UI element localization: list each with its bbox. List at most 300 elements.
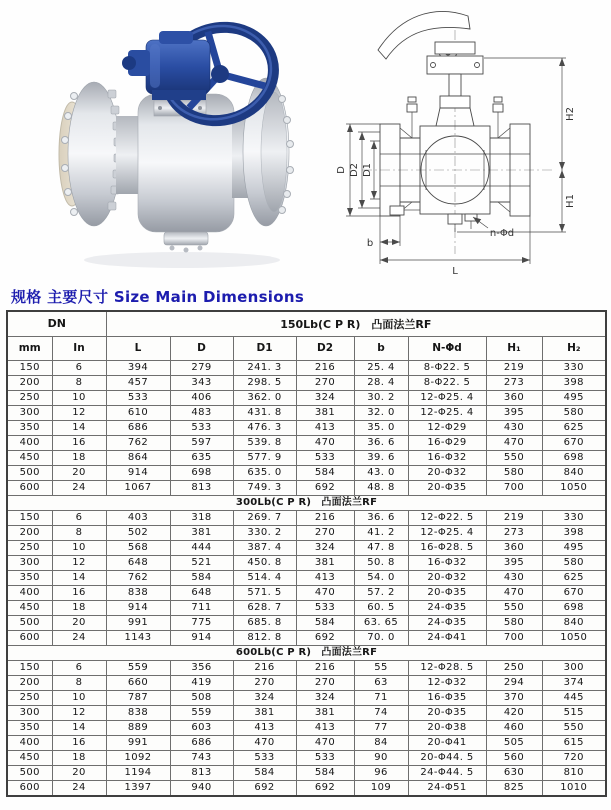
table-cell: 12 bbox=[52, 405, 106, 420]
table-cell: 625 bbox=[542, 420, 606, 435]
table-cell: 1092 bbox=[106, 750, 170, 765]
table-cell: 273 bbox=[486, 525, 542, 540]
col-header-6: b bbox=[354, 336, 408, 360]
table-cell: 16-Φ32 bbox=[408, 555, 486, 570]
table-cell: 150 bbox=[7, 510, 52, 525]
table-cell: 20 bbox=[52, 465, 106, 480]
table-cell: 200 bbox=[7, 375, 52, 390]
table-cell: 12-Φ32 bbox=[408, 675, 486, 690]
table-cell: 381 bbox=[296, 555, 354, 570]
table-cell: 269. 7 bbox=[233, 510, 296, 525]
table-cell: 533 bbox=[233, 750, 296, 765]
table-cell: 350 bbox=[7, 570, 52, 585]
table-cell: 25. 4 bbox=[354, 360, 408, 375]
table-cell: 1050 bbox=[542, 630, 606, 645]
table-cell: 1050 bbox=[542, 480, 606, 495]
table-cell: 515 bbox=[542, 705, 606, 720]
table-cell: 630 bbox=[486, 765, 542, 780]
table-cell: 580 bbox=[486, 615, 542, 630]
table-cell: 615 bbox=[542, 735, 606, 750]
valve-drawing-graphic bbox=[322, 0, 610, 284]
table-cell: 24 bbox=[52, 480, 106, 495]
table-cell: 381 bbox=[170, 525, 233, 540]
table-row bbox=[7, 660, 606, 675]
table-cell: 43. 0 bbox=[354, 465, 408, 480]
table-cell: 8 bbox=[52, 375, 106, 390]
table-cell: 300 bbox=[7, 705, 52, 720]
table-cell: 12-Φ25. 4 bbox=[408, 390, 486, 405]
table-cell: 533 bbox=[296, 450, 354, 465]
table-cell: 294 bbox=[486, 675, 542, 690]
table-cell: 940 bbox=[170, 780, 233, 796]
table-cell: 430 bbox=[486, 570, 542, 585]
table-cell: 20-Φ35 bbox=[408, 705, 486, 720]
col-header-2: L bbox=[106, 336, 170, 360]
table-cell: 560 bbox=[486, 750, 542, 765]
table-cell: 324 bbox=[233, 690, 296, 705]
table-cell: 762 bbox=[106, 570, 170, 585]
table-cell: 8 bbox=[52, 675, 106, 690]
table-cell: 330 bbox=[542, 360, 606, 375]
table-cell: 400 bbox=[7, 735, 52, 750]
table-cell: 8-Φ22. 5 bbox=[408, 360, 486, 375]
table-cell: 635 bbox=[170, 450, 233, 465]
table-cell: 670 bbox=[542, 435, 606, 450]
table-cell: 20-Φ41 bbox=[408, 735, 486, 750]
table-row bbox=[7, 615, 606, 630]
table-cell: 387. 4 bbox=[233, 540, 296, 555]
table-cell: 150 bbox=[7, 660, 52, 675]
table-cell: 787 bbox=[106, 690, 170, 705]
table-cell: 1010 bbox=[542, 780, 606, 796]
table-cell: 813 bbox=[170, 765, 233, 780]
table-cell: 279 bbox=[170, 360, 233, 375]
table-cell: 450 bbox=[7, 450, 52, 465]
table-row bbox=[7, 510, 606, 525]
table-cell: 63. 65 bbox=[354, 615, 408, 630]
table-cell: 362. 0 bbox=[233, 390, 296, 405]
table-cell: 533 bbox=[106, 390, 170, 405]
table-cell: 35. 0 bbox=[354, 420, 408, 435]
table-row bbox=[7, 375, 606, 390]
col-header-8: H₁ bbox=[486, 336, 542, 360]
table-cell: 8-Φ22. 5 bbox=[408, 375, 486, 390]
table-cell: 450. 8 bbox=[233, 555, 296, 570]
table-row bbox=[7, 525, 606, 540]
table-cell: 200 bbox=[7, 525, 52, 540]
table-cell: 16-Φ29 bbox=[408, 435, 486, 450]
table-cell: 775 bbox=[170, 615, 233, 630]
table-cell: 840 bbox=[542, 465, 606, 480]
table-cell: 150 bbox=[7, 360, 52, 375]
table-cell: 20-Φ32 bbox=[408, 465, 486, 480]
table-cell: 762 bbox=[106, 435, 170, 450]
table-cell: 74 bbox=[354, 705, 408, 720]
table-cell: 54. 0 bbox=[354, 570, 408, 585]
table-cell: 457 bbox=[106, 375, 170, 390]
table-cell: 580 bbox=[486, 465, 542, 480]
dim-label-h2: H2 bbox=[565, 107, 576, 121]
table-cell: 18 bbox=[52, 750, 106, 765]
table-cell: 838 bbox=[106, 705, 170, 720]
table-cell: 6 bbox=[52, 510, 106, 525]
table-cell: 14 bbox=[52, 720, 106, 735]
table-row bbox=[7, 750, 606, 765]
table-cell: 14 bbox=[52, 570, 106, 585]
table-cell: 505 bbox=[486, 735, 542, 750]
table-cell: 10 bbox=[52, 690, 106, 705]
table-row bbox=[7, 780, 606, 796]
table-cell: 568 bbox=[106, 540, 170, 555]
table-cell: 720 bbox=[542, 750, 606, 765]
table-cell: 450 bbox=[7, 750, 52, 765]
table-cell: 16 bbox=[52, 735, 106, 750]
table-cell: 514. 4 bbox=[233, 570, 296, 585]
dimensions-table-body bbox=[7, 360, 606, 796]
table-cell: 698 bbox=[170, 465, 233, 480]
table-row bbox=[7, 585, 606, 600]
table-cell: 470 bbox=[486, 435, 542, 450]
table-cell: 270 bbox=[233, 675, 296, 690]
gearbox bbox=[122, 31, 210, 100]
table-cell: 476. 3 bbox=[233, 420, 296, 435]
table-cell: 670 bbox=[542, 585, 606, 600]
table-cell: 685. 8 bbox=[233, 615, 296, 630]
table-cell: 395 bbox=[486, 405, 542, 420]
dim-label-h1: H1 bbox=[565, 194, 576, 208]
table-cell: 20-Φ44. 5 bbox=[408, 750, 486, 765]
table-cell: 1397 bbox=[106, 780, 170, 796]
table-cell: 374 bbox=[542, 675, 606, 690]
page-title: 规格 主要尺寸 Size Main Dimensions bbox=[11, 288, 305, 306]
table-cell: 6 bbox=[52, 360, 106, 375]
table-cell: 41. 2 bbox=[354, 525, 408, 540]
table-cell: 24-Φ51 bbox=[408, 780, 486, 796]
table-cell: 20-Φ35 bbox=[408, 585, 486, 600]
table-cell: 533 bbox=[296, 750, 354, 765]
table-cell: 381 bbox=[296, 705, 354, 720]
table-cell: 14 bbox=[52, 420, 106, 435]
table-cell: 597 bbox=[170, 435, 233, 450]
table-cell: 216 bbox=[296, 360, 354, 375]
table-cell: 350 bbox=[7, 420, 52, 435]
table-cell: 692 bbox=[296, 630, 354, 645]
table-cell: 16 bbox=[52, 585, 106, 600]
table-cell: 77 bbox=[354, 720, 408, 735]
table-cell: 500 bbox=[7, 465, 52, 480]
table-cell: 350 bbox=[7, 720, 52, 735]
table-cell: 495 bbox=[542, 390, 606, 405]
dn-header: DN bbox=[7, 311, 106, 336]
col-header-1: In bbox=[52, 336, 106, 360]
table-cell: 12-Φ25. 4 bbox=[408, 405, 486, 420]
table-cell: 32. 0 bbox=[354, 405, 408, 420]
table-cell: 625 bbox=[542, 570, 606, 585]
table-cell: 533 bbox=[170, 420, 233, 435]
table-cell: 57. 2 bbox=[354, 585, 408, 600]
table-cell: 584 bbox=[296, 765, 354, 780]
table-cell: 20 bbox=[52, 615, 106, 630]
table-cell: 398 bbox=[542, 525, 606, 540]
table-cell: 403 bbox=[106, 510, 170, 525]
table-cell: 20-Φ35 bbox=[408, 480, 486, 495]
table-cell: 298. 5 bbox=[233, 375, 296, 390]
table-cell: 628. 7 bbox=[233, 600, 296, 615]
table-cell: 445 bbox=[542, 690, 606, 705]
table-row bbox=[7, 420, 606, 435]
table-row bbox=[7, 555, 606, 570]
table-cell: 406 bbox=[170, 390, 233, 405]
table-cell: 330. 2 bbox=[233, 525, 296, 540]
table-cell: 698 bbox=[542, 600, 606, 615]
table-cell: 550 bbox=[486, 450, 542, 465]
table-cell: 216 bbox=[296, 510, 354, 525]
dim-label-d: D bbox=[336, 166, 347, 174]
table-cell: 360 bbox=[486, 540, 542, 555]
col-header-4: D1 bbox=[233, 336, 296, 360]
table-cell: 635. 0 bbox=[233, 465, 296, 480]
table-cell: 577. 9 bbox=[233, 450, 296, 465]
table-cell: 370 bbox=[486, 690, 542, 705]
table-cell: 330 bbox=[542, 510, 606, 525]
table-cell: 580 bbox=[542, 555, 606, 570]
table-cell: 360 bbox=[486, 390, 542, 405]
table-cell: 20-Φ32 bbox=[408, 570, 486, 585]
table-cell: 470 bbox=[296, 585, 354, 600]
table-row bbox=[7, 435, 606, 450]
table-cell: 270 bbox=[296, 375, 354, 390]
table-cell: 419 bbox=[170, 675, 233, 690]
table-cell: 430 bbox=[486, 420, 542, 435]
section-header-600lb: 600Lb(C P R) 凸面法兰RF bbox=[7, 645, 606, 660]
table-cell: 914 bbox=[170, 630, 233, 645]
table-cell: 991 bbox=[106, 735, 170, 750]
table-cell: 96 bbox=[354, 765, 408, 780]
table-cell: 502 bbox=[106, 525, 170, 540]
table-cell: 539. 8 bbox=[233, 435, 296, 450]
table-cell: 250 bbox=[7, 390, 52, 405]
table-cell: 470 bbox=[486, 585, 542, 600]
table-cell: 324 bbox=[296, 690, 354, 705]
table-cell: 1194 bbox=[106, 765, 170, 780]
table-cell: 692 bbox=[233, 780, 296, 796]
table-row bbox=[7, 465, 606, 480]
col-header-0: mm bbox=[7, 336, 52, 360]
table-cell: 250 bbox=[486, 660, 542, 675]
table-cell: 12-Φ22. 5 bbox=[408, 510, 486, 525]
dim-label-l: L bbox=[452, 266, 458, 277]
section-header-300lb: 300Lb(C P R) 凸面法兰RF bbox=[7, 495, 606, 510]
table-cell: 71 bbox=[354, 690, 408, 705]
table-cell: 20 bbox=[52, 765, 106, 780]
table-cell: 394 bbox=[106, 360, 170, 375]
table-cell: 12-Φ25. 4 bbox=[408, 525, 486, 540]
table-cell: 698 bbox=[542, 450, 606, 465]
table-cell: 686 bbox=[170, 735, 233, 750]
table-cell: 600 bbox=[7, 630, 52, 645]
table-cell: 250 bbox=[7, 690, 52, 705]
table-cell: 648 bbox=[170, 585, 233, 600]
table-cell: 381 bbox=[233, 705, 296, 720]
table-cell: 700 bbox=[486, 480, 542, 495]
table-cell: 400 bbox=[7, 435, 52, 450]
valve-photo-graphic bbox=[12, 4, 334, 282]
table-cell: 584 bbox=[296, 465, 354, 480]
table-cell: 444 bbox=[170, 540, 233, 555]
dimensions-table-head bbox=[7, 311, 606, 360]
table-cell: 47. 8 bbox=[354, 540, 408, 555]
table-cell: 840 bbox=[542, 615, 606, 630]
col-header-3: D bbox=[170, 336, 233, 360]
table-cell: 36. 6 bbox=[354, 435, 408, 450]
table-cell: 12-Φ29 bbox=[408, 420, 486, 435]
table-cell: 413 bbox=[296, 420, 354, 435]
table-cell: 550 bbox=[542, 720, 606, 735]
table-cell: 16-Φ35 bbox=[408, 690, 486, 705]
table-cell: 559 bbox=[106, 660, 170, 675]
table-row bbox=[7, 765, 606, 780]
table-cell: 395 bbox=[486, 555, 542, 570]
table-cell: 398 bbox=[542, 375, 606, 390]
table-cell: 450 bbox=[7, 600, 52, 615]
table-row bbox=[7, 690, 606, 705]
table-cell: 28. 4 bbox=[354, 375, 408, 390]
table-cell: 216 bbox=[296, 660, 354, 675]
table-cell: 431. 8 bbox=[233, 405, 296, 420]
table-cell: 20-Φ38 bbox=[408, 720, 486, 735]
table-cell: 241. 3 bbox=[233, 360, 296, 375]
section-row bbox=[7, 495, 606, 510]
table-cell: 533 bbox=[296, 600, 354, 615]
table-cell: 60. 5 bbox=[354, 600, 408, 615]
col-header-7: N-Φd bbox=[408, 336, 486, 360]
table-cell: 914 bbox=[106, 600, 170, 615]
table-cell: 24-Φ41 bbox=[408, 630, 486, 645]
table-cell: 500 bbox=[7, 765, 52, 780]
table-cell: 16-Φ28. 5 bbox=[408, 540, 486, 555]
table-cell: 470 bbox=[296, 435, 354, 450]
table-cell: 584 bbox=[296, 615, 354, 630]
table-cell: 692 bbox=[296, 780, 354, 796]
table-cell: 300 bbox=[7, 555, 52, 570]
table-cell: 813 bbox=[170, 480, 233, 495]
table-row bbox=[7, 540, 606, 555]
table-cell: 1143 bbox=[106, 630, 170, 645]
table-row bbox=[7, 360, 606, 375]
table-cell: 219 bbox=[486, 360, 542, 375]
table-cell: 413 bbox=[296, 720, 354, 735]
table-cell: 400 bbox=[7, 585, 52, 600]
table-cell: 1067 bbox=[106, 480, 170, 495]
table-cell: 324 bbox=[296, 540, 354, 555]
col-header-5: D2 bbox=[296, 336, 354, 360]
table-cell: 508 bbox=[170, 690, 233, 705]
table-row bbox=[7, 480, 606, 495]
table-row bbox=[7, 720, 606, 735]
table-cell: 24 bbox=[52, 630, 106, 645]
table-cell: 6 bbox=[52, 660, 106, 675]
table-cell: 10 bbox=[52, 390, 106, 405]
valve-drawing bbox=[322, 0, 610, 284]
table-cell: 324 bbox=[296, 390, 354, 405]
table-cell: 991 bbox=[106, 615, 170, 630]
table-cell: 70. 0 bbox=[354, 630, 408, 645]
table-cell: 470 bbox=[233, 735, 296, 750]
table-cell: 24-Φ35 bbox=[408, 600, 486, 615]
table-cell: 90 bbox=[354, 750, 408, 765]
table-cell: 610 bbox=[106, 405, 170, 420]
table-cell: 584 bbox=[170, 570, 233, 585]
table-cell: 495 bbox=[542, 540, 606, 555]
table-cell: 580 bbox=[542, 405, 606, 420]
table-cell: 24 bbox=[52, 780, 106, 796]
table-cell: 24-Φ44. 5 bbox=[408, 765, 486, 780]
table-cell: 55 bbox=[354, 660, 408, 675]
dim-label-d1: D1 bbox=[362, 162, 373, 178]
table-cell: 810 bbox=[542, 765, 606, 780]
table-cell: 584 bbox=[233, 765, 296, 780]
table-row bbox=[7, 630, 606, 645]
table-cell: 10 bbox=[52, 540, 106, 555]
table-cell: 743 bbox=[170, 750, 233, 765]
table-cell: 500 bbox=[7, 615, 52, 630]
table-cell: 559 bbox=[170, 705, 233, 720]
table-cell: 48. 8 bbox=[354, 480, 408, 495]
table-cell: 914 bbox=[106, 465, 170, 480]
table-cell: 660 bbox=[106, 675, 170, 690]
table-cell: 30. 2 bbox=[354, 390, 408, 405]
dim-label-d2: D2 bbox=[349, 162, 360, 178]
table-cell: 686 bbox=[106, 420, 170, 435]
section-header-150lb: 150Lb(C P R) 凸面法兰RF bbox=[106, 311, 606, 336]
table-cell: 216 bbox=[233, 660, 296, 675]
table-cell: 413 bbox=[233, 720, 296, 735]
table-cell: 39. 6 bbox=[354, 450, 408, 465]
table-cell: 300 bbox=[542, 660, 606, 675]
col-header-9: H₂ bbox=[542, 336, 606, 360]
table-cell: 18 bbox=[52, 600, 106, 615]
table-cell: 603 bbox=[170, 720, 233, 735]
table-cell: 343 bbox=[170, 375, 233, 390]
dim-label-nd: n-Φd bbox=[489, 228, 515, 239]
table-cell: 692 bbox=[296, 480, 354, 495]
table-row bbox=[7, 450, 606, 465]
table-cell: 381 bbox=[296, 405, 354, 420]
table-cell: 12 bbox=[52, 555, 106, 570]
table-cell: 700 bbox=[486, 630, 542, 645]
table-cell: 648 bbox=[106, 555, 170, 570]
table-cell: 24-Φ35 bbox=[408, 615, 486, 630]
table-cell: 16 bbox=[52, 435, 106, 450]
table-row bbox=[7, 705, 606, 720]
table-cell: 200 bbox=[7, 675, 52, 690]
table-cell: 864 bbox=[106, 450, 170, 465]
table-cell: 300 bbox=[7, 405, 52, 420]
table-cell: 889 bbox=[106, 720, 170, 735]
section-row bbox=[7, 645, 606, 660]
photo-shadow bbox=[84, 252, 280, 268]
table-cell: 8 bbox=[52, 525, 106, 540]
table-cell: 270 bbox=[296, 525, 354, 540]
table-row bbox=[7, 390, 606, 405]
table-cell: 825 bbox=[486, 780, 542, 796]
table-cell: 36. 6 bbox=[354, 510, 408, 525]
table-row bbox=[7, 600, 606, 615]
table-cell: 550 bbox=[486, 600, 542, 615]
table-cell: 600 bbox=[7, 480, 52, 495]
table-cell: 483 bbox=[170, 405, 233, 420]
table-cell: 109 bbox=[354, 780, 408, 796]
